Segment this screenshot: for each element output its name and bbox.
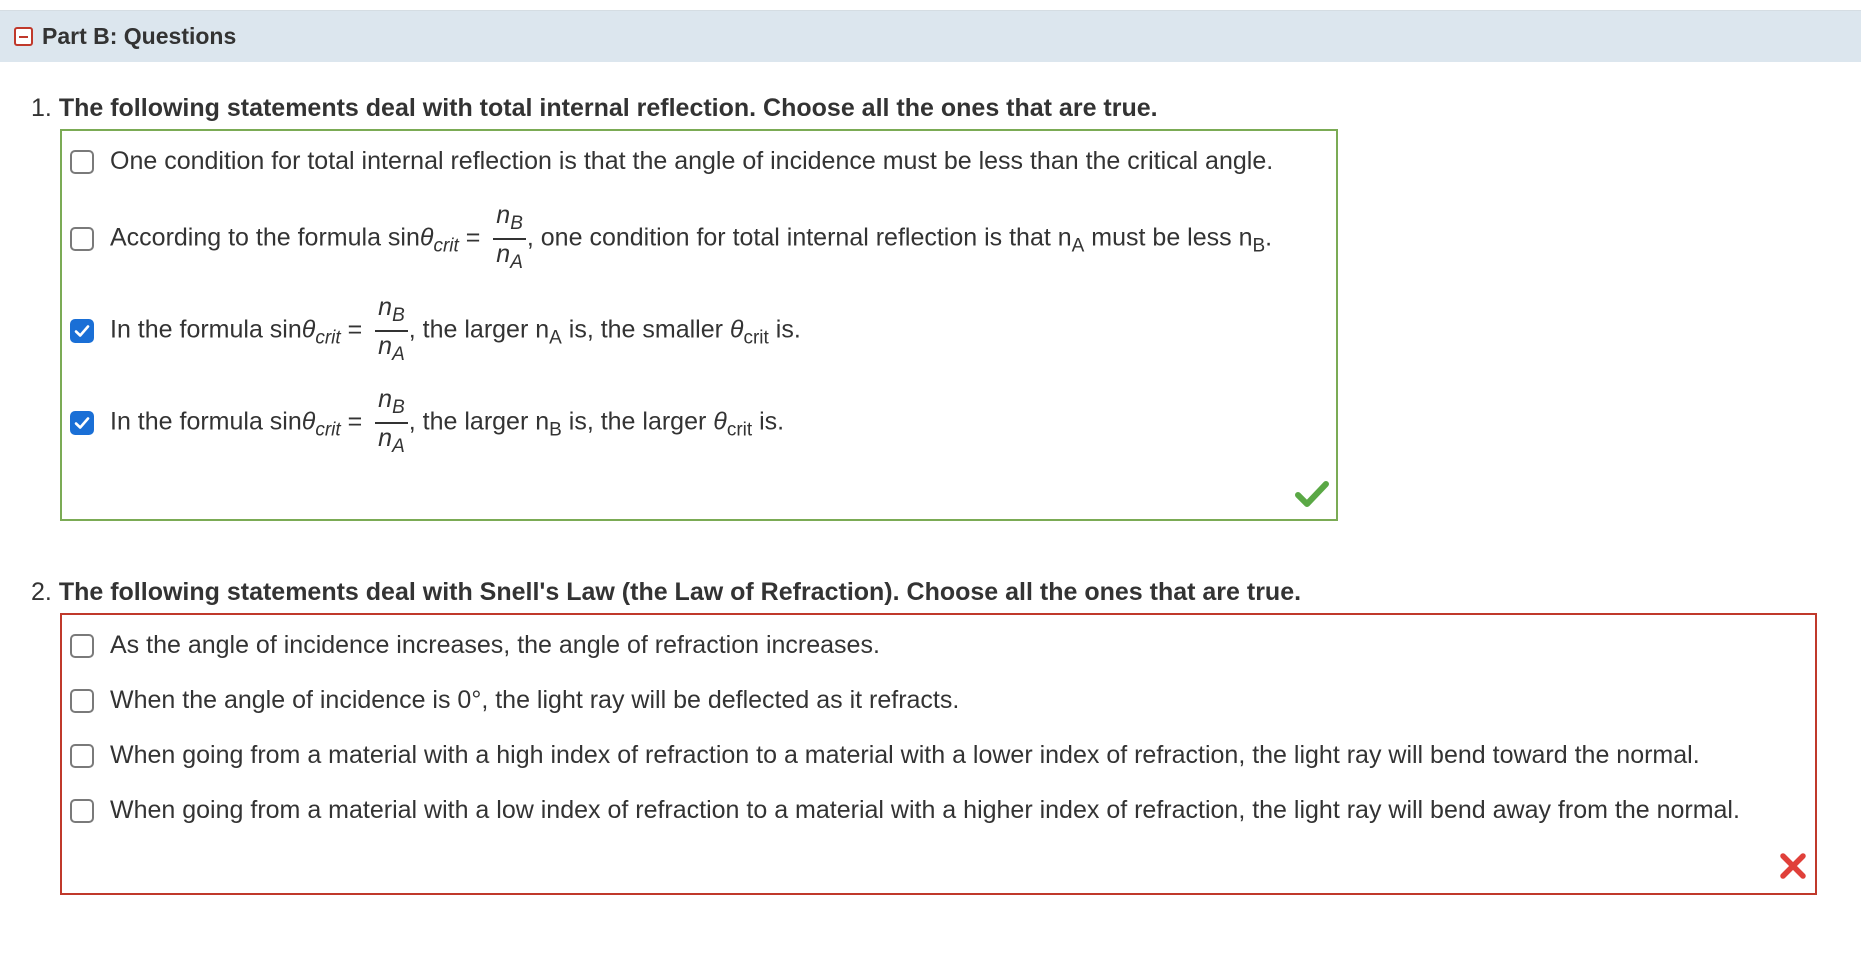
q2-option-2[interactable] [70,686,959,715]
q1-option-4[interactable] [70,385,784,461]
q2-option-3[interactable] [70,741,1700,770]
q2-option-1-label: As the angle of incidence increases, the angle of refraction increases. [110,631,880,659]
q1-option-3-fraction: $\frac{n_B}{n_A}$ [375,293,408,369]
checkmark-icon [74,323,90,339]
top-divider [0,0,1861,11]
q1-option-4-label: In the formula sinθ$_{crit}$ = $\frac{n_B}{n_A}$ , the larger $n_B$ is, the larger $\theta_{crit}$ is. [110,385,784,461]
question-1-title [31,94,1158,123]
incorrect-x-icon [1779,852,1807,880]
q2-option-1-checkbox[interactable] [70,634,94,658]
question-2-answer-box [60,613,1817,895]
question-2-title [31,578,1301,607]
q2-option-1[interactable] [70,631,880,660]
q1-option-4-fraction: $\frac{n_B}{n_A}$ [375,385,408,461]
q1-option-2-checkbox[interactable] [70,227,94,251]
correct-check-icon [1295,480,1329,508]
q1-option-3-checkbox[interactable] [70,319,94,343]
q2-option-4-checkbox[interactable] [70,799,94,823]
collapse-icon[interactable] [14,27,33,46]
q1-option-3-label: In the formula sinθ$_{crit}$ = $\frac{n_B}{n_A}$ , the larger $n_A$ is, the smaller $\theta_{crit}$ is. [110,293,801,369]
q2-option-4[interactable] [70,796,1740,825]
question-2-number: 2. [31,578,52,606]
q2-option-2-label: When the angle of incidence is 0°, the light ray will be deflected as it refracts. [110,686,960,714]
q2-option-3-checkbox[interactable] [70,744,94,768]
checkmark-icon [74,415,90,431]
q1-option-2-fraction: $\frac{n_B}{n_A}$ [493,201,526,277]
q1-option-2-label: According to the formula sinθ$_{crit}$ = $\frac{n_B}{n_A}$ , one condition for total internal reflection is that $n_A$ must be less $n_B$. [110,201,1272,277]
question-1-answer-box [60,129,1338,521]
q2-option-3-label: When going from a material with a high index of refraction to a material with a lower index of refraction, the light ray will bend toward the normal. [110,741,1700,769]
q1-option-3[interactable] [70,293,801,369]
question-1-text: The following statements deal with total internal reflection. Choose all the ones that are true. [58,94,1158,122]
question-1-number: 1. [31,94,52,122]
q1-option-2[interactable] [70,201,1272,277]
q2-option-2-checkbox[interactable] [70,689,94,713]
section-title: Part B: Questions [42,23,237,49]
question-2-text: The following statements deal with Snell's Law (the Law of Refraction). Choose all the ones that are true. [58,578,1302,606]
q1-option-1-label: One condition for total internal reflection is that the angle of incidence must be less than the critical angle. [110,147,1274,175]
q1-option-4-checkbox[interactable] [70,411,94,435]
section-header[interactable] [0,11,1861,62]
q2-option-4-label: When going from a material with a low index of refraction to a material with a higher index of refraction, the light ray will bend away from the normal. [110,796,1740,824]
q1-option-1-checkbox[interactable] [70,150,94,174]
q1-option-1[interactable] [70,147,1273,176]
